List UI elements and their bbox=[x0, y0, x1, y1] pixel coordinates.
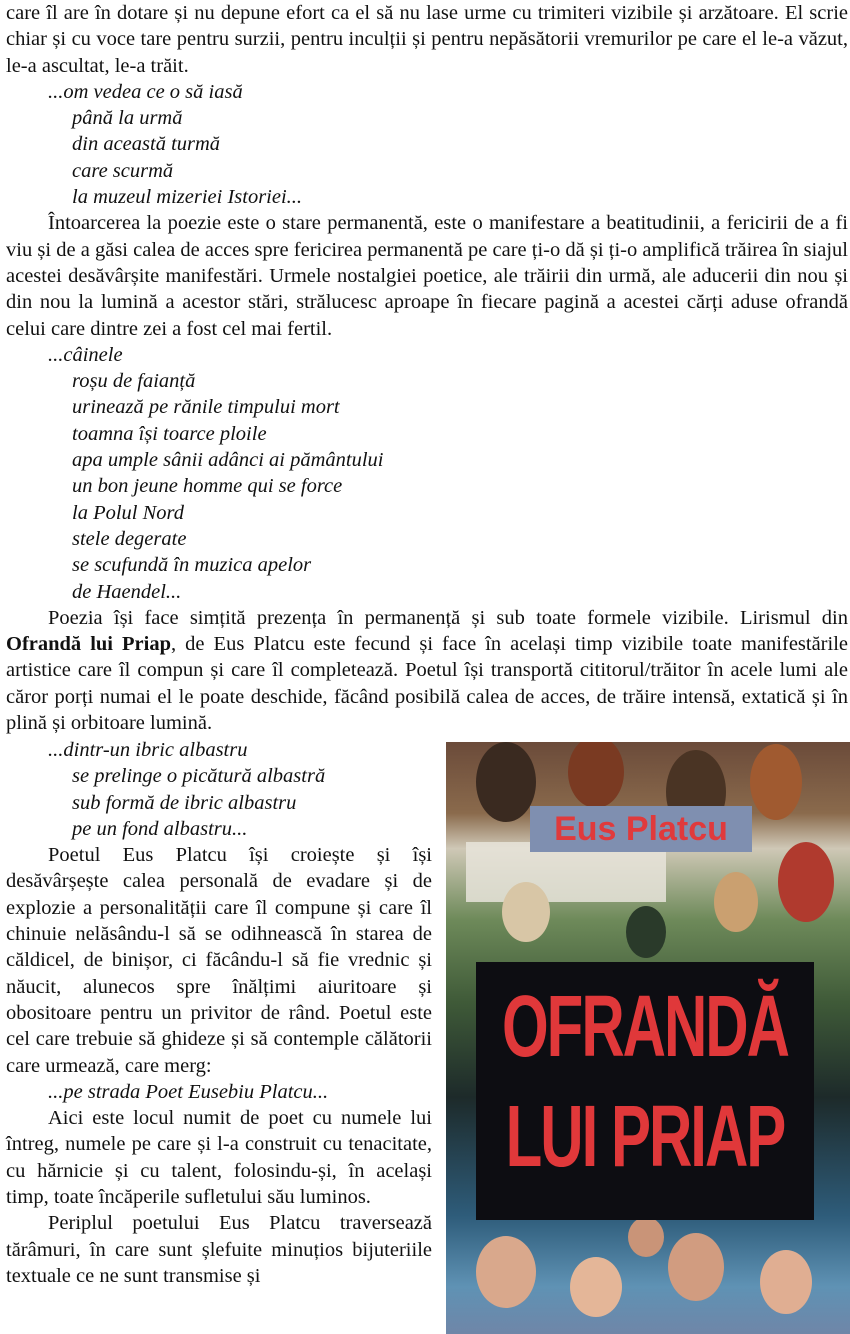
verse-line: roșu de faianță bbox=[72, 370, 196, 393]
paragraph-3-lead: Poezia își face simțită prezența în permanență și sub toate formele vizibile. Lirismul din bbox=[48, 606, 848, 629]
verse-block-4 bbox=[6, 1079, 432, 1105]
verse-line: stele degerate bbox=[72, 527, 187, 550]
cover-author-label: Eus Platcu bbox=[530, 806, 752, 852]
left-column bbox=[6, 737, 432, 1289]
verse-line: la Polul Nord bbox=[72, 501, 184, 524]
verse-block-2 bbox=[6, 342, 848, 605]
paragraph-continuation: care îl are în dotare și nu depune efort ca el să nu lase urme cu trimiteri vizibile și arzătoare. El scrie chiar și cu voce tare pentru surzii, pentru inculții și pentru nepăsătorii vremurilor pe care el le-a văzut, le-a ascultat, le-a trăit. bbox=[6, 2, 848, 77]
paragraph-2: Întoarcerea la poezie este o stare permanentă, este o manifestare a beatitudinii, a fericirii de a fi viu și de a găsi calea de acces spre fericirea permanentă pe care ți-o dă și ți-o amplifică trăirea în siajul acestei desăvârșite manifestări. Urmele nostalgiei poetice, ale trăirii din urmă, ale aducerii din nou și din nou la lumină a acestor stări, strălucesc aproape în fiecare pagină a acestei cărți aduse ofrandă celui care dintre zei a fost cel mai fertil. bbox=[6, 212, 848, 340]
paragraph-6: Periplul poetului Eus Platcu traversează tărâmuri, în care sunt șlefuite minuțios bijuteriile textuale ce ne sunt transmise și bbox=[6, 1212, 432, 1287]
verse-line: din această turmă bbox=[72, 133, 221, 156]
verse-line: pe un fond albastru... bbox=[72, 817, 248, 840]
verse-line: se prelinge o picătură albastră bbox=[72, 765, 326, 788]
verse-line: ...dintr-un ibric albastru bbox=[48, 739, 248, 761]
book-title-bold: Ofrandă lui Priap bbox=[6, 633, 172, 656]
verse-line: până la urmă bbox=[72, 107, 183, 130]
paragraph-3-rest: , de Eus Platcu este fecund și face în același timp vizibile toate manifestările artistice care îl compun și care îl completează. Poetul își transportă cititorul/trăitor în acele lumi ale căror porți numai el le poate deschide, făcând posibilă calea de acces, de trăire intensă, extatică și în plină și orbitoare lumină. bbox=[6, 633, 849, 735]
cover-title-line-2: LUI PRIAP bbox=[505, 1087, 785, 1185]
verse-line: se scufundă în muzica apelor bbox=[72, 554, 312, 577]
verse-line: sub formă de ibric albastru bbox=[72, 791, 297, 814]
verse-line: ...om vedea ce o să iasă bbox=[48, 80, 243, 103]
verse-line: urinează pe rănile timpului mort bbox=[72, 396, 340, 419]
cover-title-box bbox=[476, 962, 814, 1220]
paragraph-5: Aici este locul numit de poet cu numele lui întreg, numele pe care și l-a construit cu tenacitate, cu hărnicie și cu talent, folosindu-și, în același timp, toate încăperile sufletului său luminos. bbox=[6, 1107, 432, 1209]
paragraph-4: Poetul Eus Platcu își croiește și își desăvârșește calea personală de evadare și de explozie a personalității care îl compune și care îl chinuie nelăsându-l să se odihnească în starea de căldicel, de binișor, ci făcându-l să fie vrednic și năucit, alunecos spre înălțimi aiuritoare și obositoare pentru un privitor de rând. Poetul este cel care trebuie să ghideze și să contemple călătorii care urmează, care merg: bbox=[6, 844, 432, 1077]
verse-line: un bon jeune homme qui se force bbox=[72, 475, 343, 498]
cover-title-line-1: OFRANDĂ bbox=[502, 977, 788, 1075]
verse-line: apa umple sânii adânci ai pământului bbox=[72, 449, 384, 472]
verse-line: de Haendel... bbox=[72, 580, 182, 603]
book-cover-image bbox=[446, 742, 850, 1334]
verse-line: ...câinele bbox=[48, 343, 123, 366]
verse-block-1 bbox=[6, 79, 848, 210]
verse-block-3 bbox=[6, 737, 432, 842]
verse-line: la muzeul mizeriei Istoriei... bbox=[72, 186, 303, 209]
document-page bbox=[6, 0, 849, 1287]
verse-line: care scurmă bbox=[72, 159, 174, 182]
verse-line: toamna își toarce ploile bbox=[72, 422, 267, 445]
paragraph-3 bbox=[6, 605, 848, 736]
verse-line: ...pe strada Poet Eusebiu Platcu... bbox=[48, 1080, 329, 1103]
